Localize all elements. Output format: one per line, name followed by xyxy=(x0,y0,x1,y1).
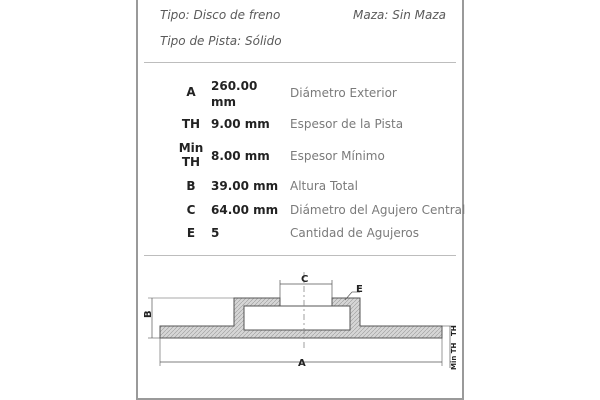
spec-description: Cantidad de Agujeros xyxy=(290,226,420,240)
spec-value: 5 xyxy=(211,226,220,240)
product-type: Tipo: Disco de freno xyxy=(160,8,281,22)
hub-type: Maza: Sin Maza xyxy=(353,8,446,22)
label-b: B xyxy=(143,310,154,318)
label-e: E xyxy=(356,284,363,295)
spec-value: 9.00 mm xyxy=(211,117,270,131)
spec-value: 8.00 mm xyxy=(211,149,270,163)
label-min-th: Min TH xyxy=(450,342,458,370)
disc-profile xyxy=(160,298,442,338)
spec-description: Espesor de la Pista xyxy=(290,117,404,131)
label-th: TH xyxy=(450,325,458,336)
track-type: Tipo de Pista: Sólido xyxy=(160,34,282,48)
label-c: C xyxy=(301,274,309,285)
label-a: A xyxy=(298,358,306,369)
spec-value: 39.00 mm xyxy=(211,179,279,193)
divider-middle xyxy=(144,255,456,256)
spec-value: 64.00 mm xyxy=(211,203,279,217)
spec-code: A xyxy=(186,85,196,99)
spec-description: Espesor Mínimo xyxy=(290,149,385,163)
product-spec-panel xyxy=(136,0,464,400)
brake-disc-cross-section-diagram xyxy=(138,258,462,398)
spec-description: Diámetro del Agujero Central xyxy=(290,203,466,217)
spec-code: B xyxy=(186,179,196,193)
spec-description: Diámetro Exterior xyxy=(290,86,397,100)
divider-top xyxy=(144,62,456,63)
spec-code: TH xyxy=(181,117,201,131)
spec-value: 260.00 mm xyxy=(211,79,258,109)
spec-code: E xyxy=(186,226,196,240)
spec-code: C xyxy=(186,203,196,217)
spec-code: Min TH xyxy=(178,141,204,169)
spec-description: Altura Total xyxy=(290,179,358,193)
